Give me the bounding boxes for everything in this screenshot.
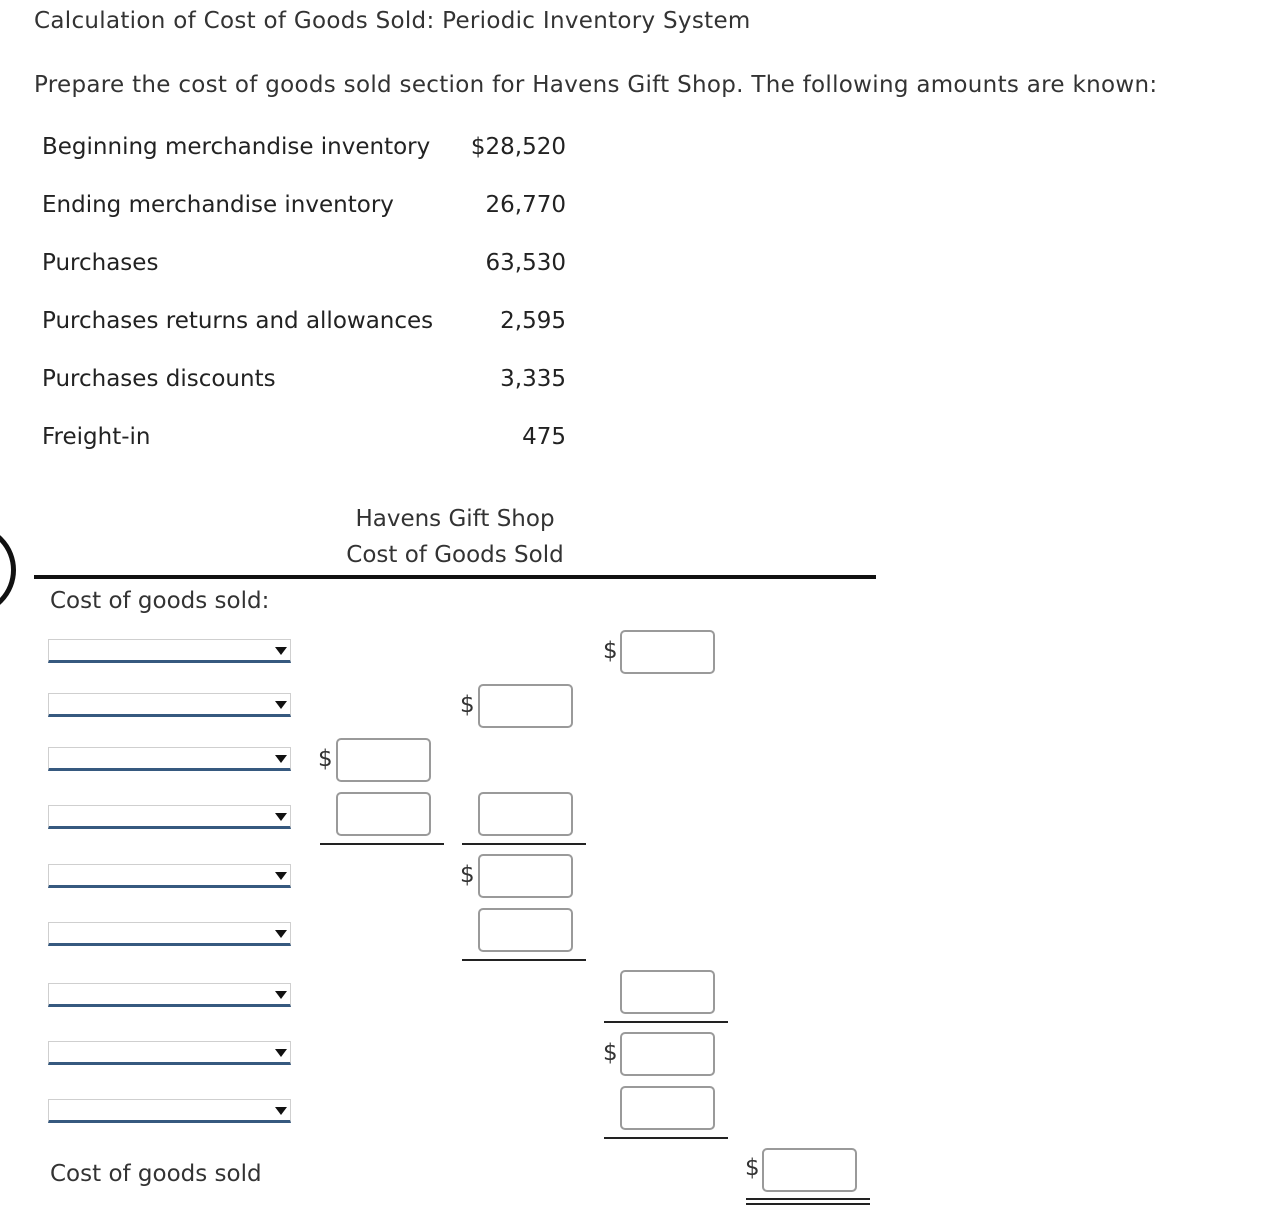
chevron-down-icon [275,1049,287,1057]
given-label-purchases: Purchases [42,250,159,276]
given-label-beginning-inventory: Beginning merchandise inventory [42,134,431,160]
chevron-down-icon [275,755,287,763]
given-label-returns: Purchases returns and allowances [42,308,434,334]
amount-input-cost-of-goods-sold[interactable] [762,1148,857,1192]
amount-input-total-deductions[interactable] [478,792,573,836]
amount-input-ending-inventory[interactable] [620,1086,715,1130]
total-label: Cost of goods sold [50,1161,262,1187]
instructions: Prepare the cost of goods sold section for Havens Gift Shop. The following amounts are known: [34,72,1158,98]
subtotal-rule [604,1021,728,1023]
account-select-5[interactable] [48,864,291,888]
given-value-freight-in: 475 [522,424,566,450]
statement-title: Cost of Goods Sold [346,542,564,568]
given-label-freight-in: Freight-in [42,424,151,450]
chevron-down-icon [275,813,287,821]
statement-company: Havens Gift Shop [355,506,555,532]
amount-input-net-purchases[interactable] [478,854,573,898]
account-select-2[interactable] [48,693,291,717]
amount-input-goods-available[interactable] [620,1032,715,1076]
account-select-7[interactable] [48,983,291,1007]
amount-input-purchases[interactable] [478,684,573,728]
double-rule-bottom [746,1203,870,1205]
chevron-down-icon [275,930,287,938]
given-label-ending-inventory: Ending merchandise inventory [42,192,394,218]
section-label: Cost of goods sold: [50,588,270,614]
dollar-sign: $ [603,638,618,664]
subtotal-rule [604,1137,728,1139]
chevron-down-icon [275,991,287,999]
dollar-sign: $ [603,1040,618,1066]
chevron-down-icon [275,647,287,655]
amount-input-returns[interactable] [336,738,431,782]
given-value-beginning-inventory: $28,520 [470,134,566,160]
account-select-1[interactable] [48,639,291,663]
subtotal-rule [462,959,586,961]
given-value-purchases: 63,530 [485,250,566,276]
dollar-sign: $ [318,746,333,772]
account-select-8[interactable] [48,1041,291,1065]
account-select-4[interactable] [48,805,291,829]
chevron-down-icon [275,701,287,709]
page-title: Calculation of Cost of Goods Sold: Periodic Inventory System [34,8,751,34]
given-value-discounts: 3,335 [500,366,566,392]
amount-input-freight-in[interactable] [478,908,573,952]
amount-input-discounts[interactable] [336,792,431,836]
dollar-sign: $ [460,692,475,718]
given-value-returns: 2,595 [500,308,566,334]
given-label-discounts: Purchases discounts [42,366,276,392]
amount-input-beginning-inventory[interactable] [620,630,715,674]
chevron-down-icon [275,872,287,880]
subtotal-rule [462,843,586,845]
subtotal-rule [320,843,444,845]
double-rule-top [746,1198,870,1200]
account-select-9[interactable] [48,1099,291,1123]
circle-decoration [0,524,16,616]
account-select-6[interactable] [48,922,291,946]
dollar-sign: $ [460,862,475,888]
amount-input-cost-of-purchases[interactable] [620,970,715,1014]
dollar-sign: $ [745,1155,760,1181]
given-value-ending-inventory: 26,770 [485,192,566,218]
chevron-down-icon [275,1107,287,1115]
header-rule [34,575,876,579]
account-select-3[interactable] [48,747,291,771]
